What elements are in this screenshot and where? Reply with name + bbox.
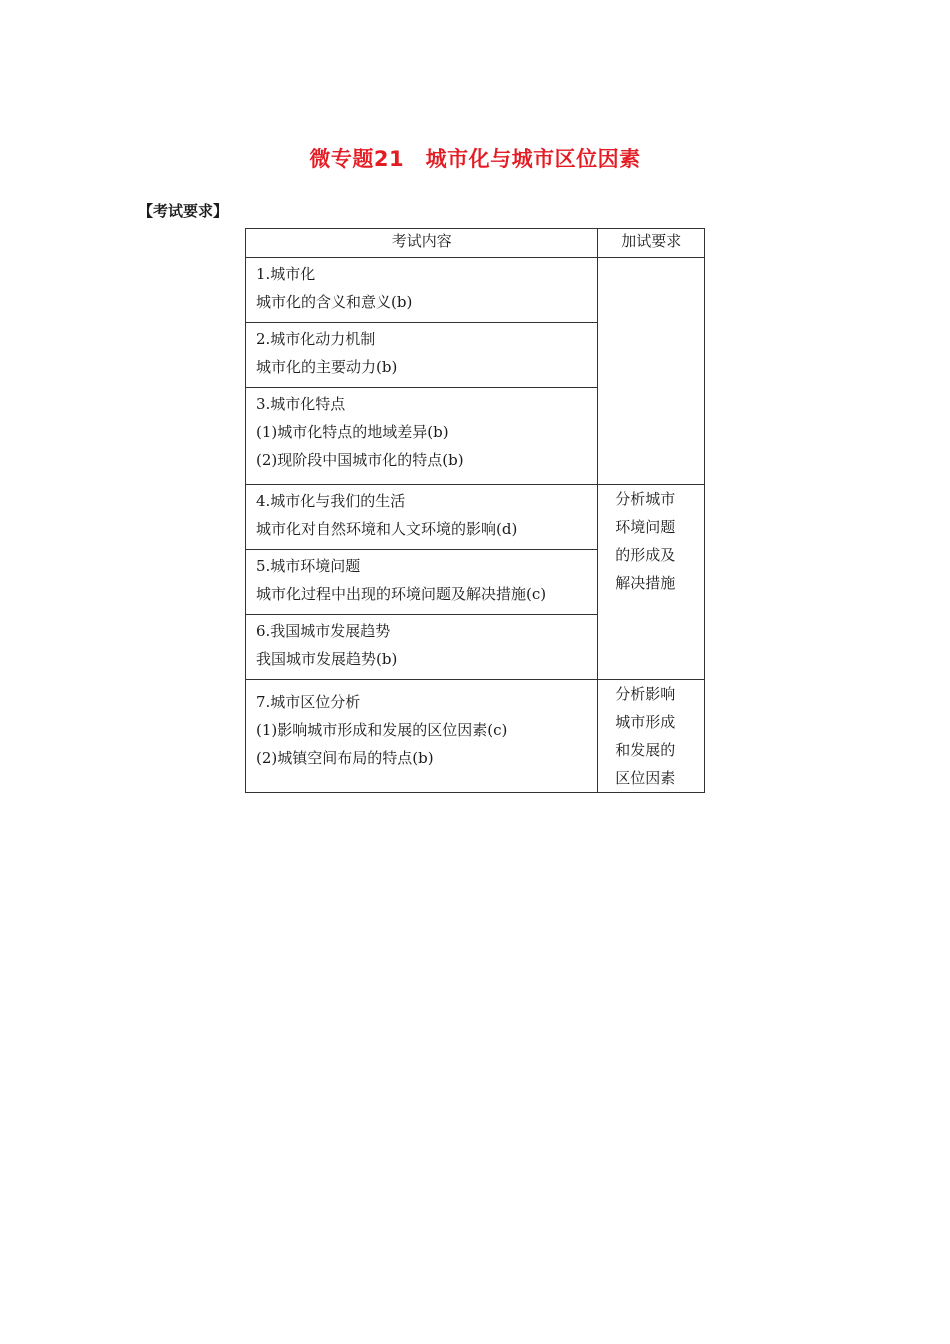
row-heading: 4.城市化与我们的生活	[256, 492, 406, 510]
row-line: (1)城市化特点的地域差异(b)	[256, 423, 449, 441]
table-header-row	[246, 229, 705, 258]
table-row	[246, 485, 705, 550]
extra-cell	[598, 680, 705, 793]
table-row	[246, 258, 705, 323]
row-heading: 3.城市化特点	[256, 395, 346, 413]
extra-text: 分析城市环境问题的形成及解决措施	[615, 490, 676, 592]
content-cell	[246, 550, 598, 615]
content-cell	[246, 323, 598, 388]
row-line: 城市化的含义和意义(b)	[256, 293, 413, 311]
row-line: (1)影响城市形成和发展的区位因素(c)	[256, 721, 508, 739]
row-heading: 7.城市区位分析	[256, 693, 361, 711]
row-line: 我国城市发展趋势(b)	[256, 650, 398, 668]
row-line: 城市化的主要动力(b)	[256, 358, 398, 376]
row-line: 城市化对自然环境和人文环境的影响(d)	[256, 520, 518, 538]
content-cell	[246, 485, 598, 550]
extra-cell	[598, 258, 705, 485]
header-content: 考试内容	[246, 229, 598, 258]
row-line: (2)现阶段中国城市化的特点(b)	[256, 451, 464, 469]
content-cell	[246, 680, 598, 793]
table-row	[246, 680, 705, 793]
row-line: 城市化过程中出现的环境问题及解决措施(c)	[256, 585, 547, 603]
requirements-table	[245, 228, 705, 793]
page-title: 微专题21 城市化与城市区位因素	[309, 147, 641, 171]
extra-cell	[598, 485, 705, 680]
content-cell	[246, 388, 598, 485]
header-extra: 加试要求	[598, 229, 705, 258]
content-cell	[246, 615, 598, 680]
row-heading: 2.城市化动力机制	[256, 330, 376, 348]
content-cell	[246, 258, 598, 323]
row-line: (2)城镇空间布局的特点(b)	[256, 749, 434, 767]
row-heading: 5.城市环境问题	[256, 557, 361, 575]
extra-text: 分析影响城市形成和发展的区位因素	[615, 685, 676, 787]
section-label: 【考试要求】	[138, 202, 229, 220]
row-heading: 1.城市化	[256, 265, 316, 283]
row-heading: 6.我国城市发展趋势	[256, 622, 391, 640]
